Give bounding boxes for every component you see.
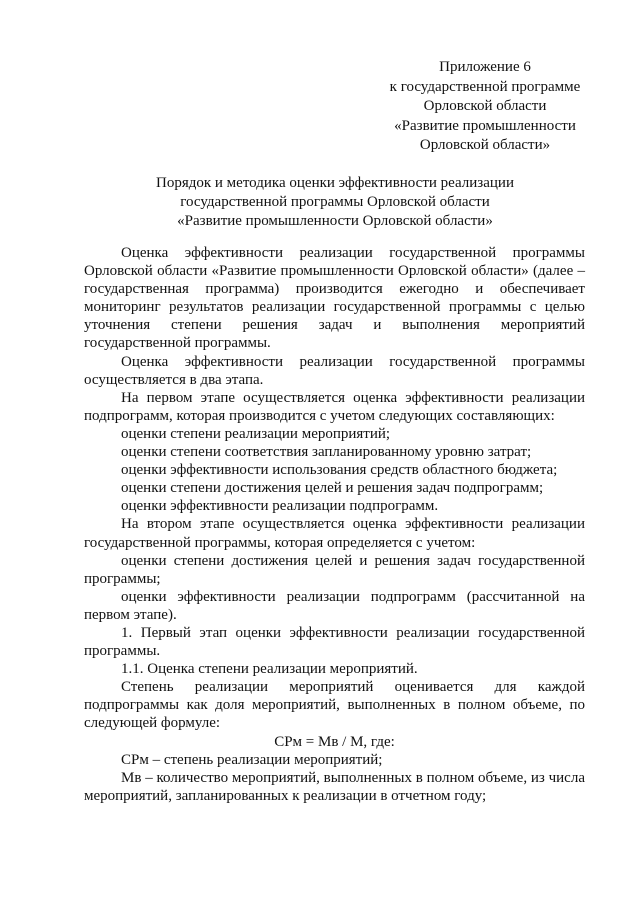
formula: СРм = Мв / М, где: [274, 733, 395, 750]
appendix-line-5: Орловской области» [419, 137, 551, 153]
paragraph-first-stage: На первом этапе осуществляется оценка эффективности реализации подпрограмм, которая производится с учетом следующих составляющих: [84, 389, 585, 424]
list-item: оценки эффективности реализации подпрограмм. [121, 498, 439, 515]
title-line-1: Порядок и методика оценки эффективности реализации [156, 175, 514, 191]
paragraph-intro: Оценка эффективности реализации государственной программы Орловской области «Развитие промышленности Орловской области» (далее – государственная программа) производится ежегодно и обеспечивает мониторинг результатов реализации государственной программы с целью уточнения степени решения задач и выполнения мероприятий государственной программы. [84, 245, 585, 352]
section-heading-1: 1. Первый этап оценки эффективности реализации государственной программы. [84, 624, 585, 660]
list-item: оценки эффективности использования средств областного бюджета; [121, 462, 558, 479]
list-item: оценки степени достижения целей и решения задач подпрограмм; [121, 480, 544, 497]
appendix-line-4: «Развитие промышленности [394, 117, 576, 134]
appendix-line-2: к государственной программе [389, 78, 581, 95]
definition-mv: Мв – количество мероприятий, выполненных в полном объеме, из числа мероприятий, запланированных к реализации в отчетном году; [84, 769, 585, 804]
document-title [90, 174, 580, 231]
list-item: оценки степени достижения целей и решения задач государственной программы; [84, 552, 585, 587]
section-heading-1-1: 1.1. Оценка степени реализации мероприятий. [121, 661, 418, 678]
title-line-3: «Развитие промышленности Орловской области» [177, 213, 493, 229]
title-line-2: государственной программы Орловской области [180, 194, 490, 210]
definition-srm: СРм – степень реализации мероприятий; [121, 751, 383, 768]
list-item: оценки эффективности реализации подпрограмм (рассчитанной на первом этапе). [84, 588, 585, 623]
document-body [84, 244, 585, 805]
list-item: оценки степени соответствия запланированному уровню затрат; [121, 444, 532, 461]
paragraph-formula-intro: Степень реализации мероприятий оценивается для каждой подпрограммы как доля мероприятий, выполненных в полном объеме, по следующей формуле: [84, 679, 585, 732]
paragraph-two-stages: Оценка эффективности реализации государственной программы осуществляется в два этапа. [84, 353, 585, 388]
paragraph-second-stage: На втором этапе осуществляется оценка эффективности реализации государственной программы, которая определяется с учетом: [84, 516, 585, 551]
list-item: оценки степени реализации мероприятий; [121, 425, 391, 442]
appendix-line-3: Орловской области [423, 98, 547, 114]
appendix-line-1: Приложение 6 [439, 59, 531, 75]
appendix-header [360, 58, 610, 156]
